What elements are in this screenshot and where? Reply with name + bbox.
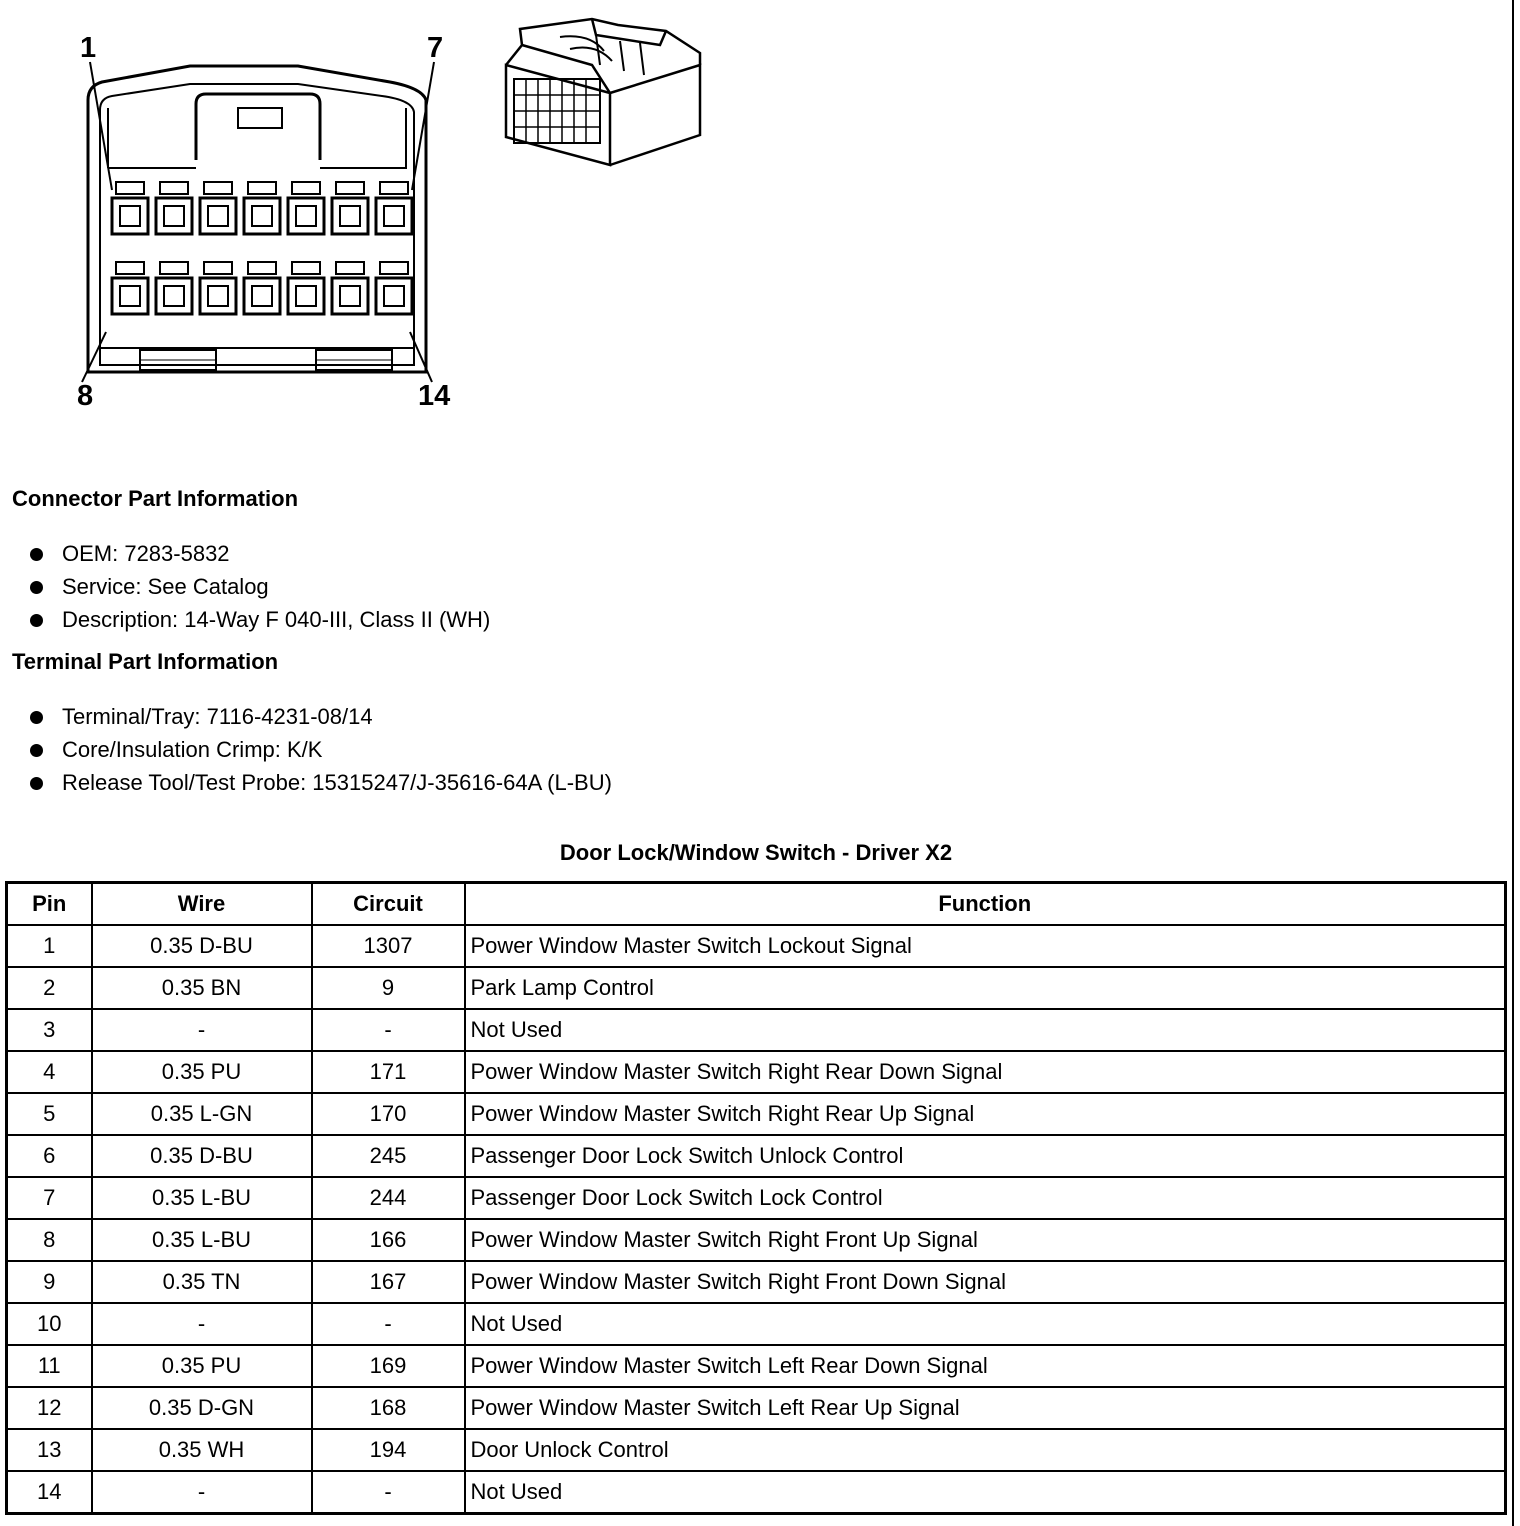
cell-circuit: -: [312, 1471, 465, 1514]
table-row: [7, 925, 1506, 967]
cell-circuit: -: [312, 1303, 465, 1345]
connector-info-title: Connector Part Information: [12, 486, 299, 511]
table-row: [7, 1219, 1506, 1261]
cell-circuit: 170: [312, 1093, 465, 1135]
cell-circuit: 194: [312, 1429, 465, 1471]
cell-circuit: 168: [312, 1387, 465, 1429]
cell-wire: 0.35 BN: [92, 967, 312, 1009]
cell-wire: 0.35 PU: [92, 1051, 312, 1093]
cell-circuit: 166: [312, 1219, 465, 1261]
cell-pin: 11: [7, 1345, 92, 1387]
table-row: [7, 1177, 1506, 1219]
cell-function: Passenger Door Lock Switch Lock Control: [465, 1177, 1506, 1219]
header-circuit: Circuit: [312, 883, 465, 926]
cell-circuit: 244: [312, 1177, 465, 1219]
terminal-info-list: [30, 700, 612, 799]
cell-circuit: 9: [312, 967, 465, 1009]
table-row: [7, 1429, 1506, 1471]
cell-wire: 0.35 L-BU: [92, 1219, 312, 1261]
bullet-icon: [30, 614, 43, 627]
terminal-cavity-11: [244, 262, 280, 314]
cell-pin: 13: [7, 1429, 92, 1471]
cell-function: Power Window Master Switch Right Rear Up Signal: [465, 1093, 1506, 1135]
header-pin: Pin: [7, 883, 92, 926]
cell-function: Park Lamp Control: [465, 967, 1506, 1009]
cell-pin: 12: [7, 1387, 92, 1429]
cell-circuit: 245: [312, 1135, 465, 1177]
cell-circuit: 167: [312, 1261, 465, 1303]
table-row: [7, 1051, 1506, 1093]
table-header-row: [7, 883, 1506, 926]
cell-function: Power Window Master Switch Lockout Signal: [465, 925, 1506, 967]
terminal-info-release-tool: Release Tool/Test Probe: 15315247/J-35616-64A (L-BU): [62, 770, 612, 795]
list-item: [30, 603, 490, 636]
cell-pin: 6: [7, 1135, 92, 1177]
cell-function: Not Used: [465, 1303, 1506, 1345]
cell-wire: 0.35 L-BU: [92, 1177, 312, 1219]
connector-info-service: Service: See Catalog: [62, 574, 269, 599]
bullet-icon: [30, 711, 43, 724]
pin-label-1: 1: [80, 32, 97, 64]
table-row: [7, 1093, 1506, 1135]
terminal-cavity-13: [332, 262, 368, 314]
cell-pin: 9: [7, 1261, 92, 1303]
terminal-cavity-9: [156, 262, 192, 314]
cell-wire: -: [92, 1471, 312, 1514]
bullet-icon: [30, 581, 43, 594]
table-row: [7, 1261, 1506, 1303]
cell-pin: 2: [7, 967, 92, 1009]
connector-face-icon: [60, 20, 480, 420]
cell-pin: 8: [7, 1219, 92, 1261]
cell-function: Not Used: [465, 1009, 1506, 1051]
cell-wire: 0.35 L-GN: [92, 1093, 312, 1135]
terminal-cavity-2: [156, 182, 192, 234]
table-row: [7, 1303, 1506, 1345]
list-item: [30, 766, 612, 799]
bullet-icon: [30, 744, 43, 757]
page-border-rule: [1512, 0, 1514, 1526]
cell-circuit: -: [312, 1009, 465, 1051]
bullet-icon: [30, 777, 43, 790]
cell-wire: -: [92, 1303, 312, 1345]
terminal-info-tray: Terminal/Tray: 7116-4231-08/14: [62, 704, 373, 729]
terminal-cavity-5: [288, 182, 324, 234]
pin-label-14: 14: [418, 380, 451, 412]
cell-pin: 10: [7, 1303, 92, 1345]
terminal-cavity-14: [376, 262, 412, 314]
cell-pin: 4: [7, 1051, 92, 1093]
connector-diagram: [60, 20, 480, 420]
cell-pin: 7: [7, 1177, 92, 1219]
terminal-cavity-7: [376, 182, 412, 234]
cell-wire: -: [92, 1009, 312, 1051]
terminal-info-title: Terminal Part Information: [12, 649, 279, 674]
cell-circuit: 171: [312, 1051, 465, 1093]
table-row: [7, 967, 1506, 1009]
terminal-cavity-12: [288, 262, 324, 314]
terminal-cavity-8: [112, 262, 148, 314]
cell-pin: 14: [7, 1471, 92, 1514]
list-item: [30, 733, 612, 766]
cell-wire: 0.35 D-BU: [92, 1135, 312, 1177]
connector-info-list: [30, 537, 490, 636]
list-item: [30, 570, 490, 603]
cell-function: Power Window Master Switch Left Rear Up Signal: [465, 1387, 1506, 1429]
cell-function: Passenger Door Lock Switch Unlock Control: [465, 1135, 1506, 1177]
header-function: Function: [465, 883, 1506, 926]
table-row: [7, 1135, 1506, 1177]
terminal-info-crimp: Core/Insulation Crimp: K/K: [62, 737, 323, 762]
cell-pin: 3: [7, 1009, 92, 1051]
cell-function: Power Window Master Switch Right Rear Down Signal: [465, 1051, 1506, 1093]
cell-circuit: 169: [312, 1345, 465, 1387]
pin-label-7: 7: [427, 32, 444, 64]
bullet-icon: [30, 548, 43, 561]
cell-wire: 0.35 D-GN: [92, 1387, 312, 1429]
terminal-cavity-10: [200, 262, 236, 314]
connector-isometric-icon: [500, 5, 715, 170]
table-row: [7, 1009, 1506, 1051]
pinout-table: [5, 881, 1507, 1515]
table-row: [7, 1345, 1506, 1387]
list-item: [30, 700, 612, 733]
cell-function: Power Window Master Switch Right Front Down Signal: [465, 1261, 1506, 1303]
cell-wire: 0.35 PU: [92, 1345, 312, 1387]
cell-wire: 0.35 D-BU: [92, 925, 312, 967]
cell-wire: 0.35 TN: [92, 1261, 312, 1303]
connector-info-description: Description: 14-Way F 040-III, Class II (WH): [62, 607, 491, 632]
cell-function: Power Window Master Switch Left Rear Down Signal: [465, 1345, 1506, 1387]
header-wire: Wire: [92, 883, 312, 926]
list-item: [30, 537, 490, 570]
cell-function: Door Unlock Control: [465, 1429, 1506, 1471]
cell-pin: 1: [7, 925, 92, 967]
table-title: Door Lock/Window Switch - Driver X2: [559, 840, 953, 865]
connector-info-oem: OEM: 7283-5832: [62, 541, 230, 566]
cell-wire: 0.35 WH: [92, 1429, 312, 1471]
cell-function: Power Window Master Switch Right Front Up Signal: [465, 1219, 1506, 1261]
table-row: [7, 1471, 1506, 1514]
terminal-cavity-6: [332, 182, 368, 234]
cell-pin: 5: [7, 1093, 92, 1135]
terminal-cavity-1: [112, 182, 148, 234]
terminal-cavity-3: [200, 182, 236, 234]
terminal-cavity-4: [244, 182, 280, 234]
cell-function: Not Used: [465, 1471, 1506, 1514]
table-row: [7, 1387, 1506, 1429]
cell-circuit: 1307: [312, 925, 465, 967]
pin-label-8: 8: [77, 380, 94, 412]
